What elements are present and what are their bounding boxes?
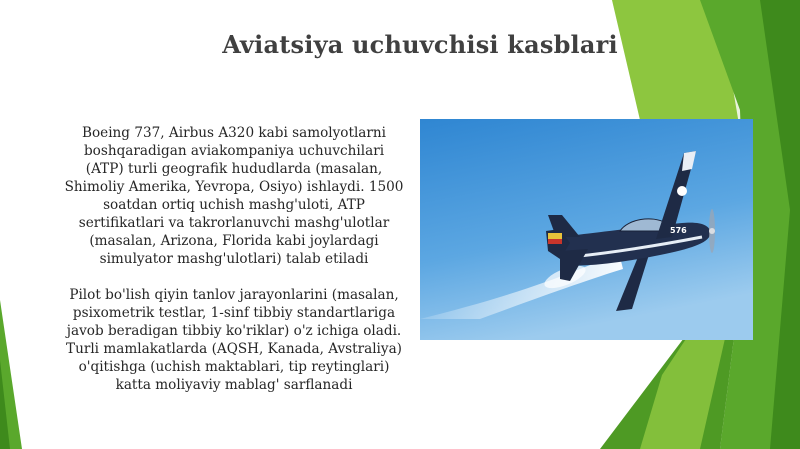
slide-title: Aviatsiya uchuvchisi kasblari [222,30,618,59]
slide-body [52,124,416,394]
airplane-marking: 576 [670,226,687,235]
paragraph-airline-pilots: Boeing 737, Airbus A320 kabi samolyotlarni boshqaradigan aviakompaniya uchuvchilari (ATP) turli geografik hududlarda (masalan, Shimoliy Amerika, Yevropa, Osiyo) ishlaydi. 1500 soatdan ortiq uchish mashg'uloti, ATP sertifikatlari va takrorlanuvchi mashg'ulotlar (masalan, Arizona, Florida kabi joylardagi simulyator mashg'ulotlari) talab etiladi [64,125,404,267]
paragraph-pilot-selection: Pilot bo'lish qiyin tanlov jarayonlarini (masalan, psixometrik testlar, 1-sinf tibbiy standartlariga javob beradigan tibbiy ko'riklar) o'z ichiga oladi. Turli mamlakatlarda (AQSH, Kanada, Avstraliya) o'qitishga (uchish maktablari, tip reytinglari) katta moliyaviy mablag' sarflanadi [66,287,402,393]
airplane-photo [420,119,753,340]
